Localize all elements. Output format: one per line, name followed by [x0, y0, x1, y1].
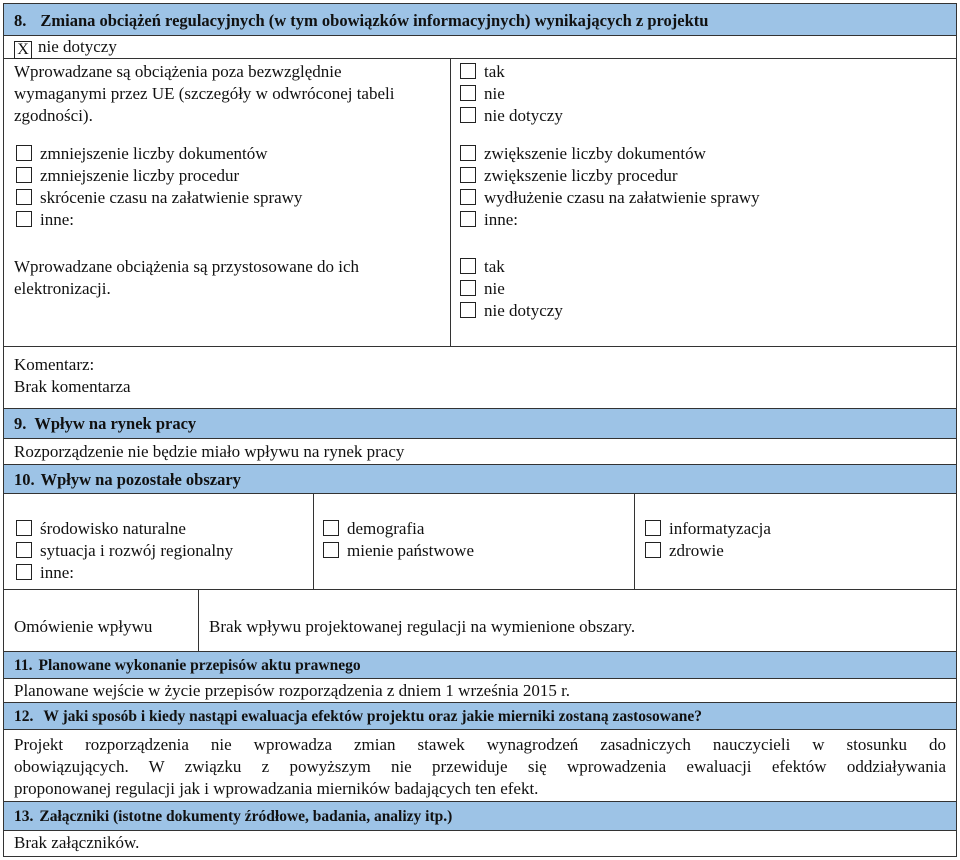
- section-13-body: [3, 831, 957, 857]
- checkbox[interactable]: [460, 63, 476, 79]
- comment-value: Brak komentarza: [14, 377, 131, 396]
- checkbox[interactable]: [460, 167, 476, 183]
- demography-option[interactable]: [323, 518, 623, 540]
- decrease-procedures-option[interactable]: [16, 165, 446, 187]
- checkbox[interactable]: [460, 211, 476, 227]
- q2-options: [460, 256, 940, 346]
- areas-col-1: [16, 518, 306, 589]
- increase-procedures-option[interactable]: [460, 165, 940, 187]
- section-11-number: 11.: [14, 657, 33, 674]
- checkbox[interactable]: [460, 107, 476, 123]
- checkbox[interactable]: [645, 520, 661, 536]
- evaluation-line: proponowanej regulacji jak i wprowadzania mierników badających ten efekt.: [14, 779, 539, 798]
- checkbox[interactable]: [460, 145, 476, 161]
- comment-row: [3, 347, 957, 409]
- other-option[interactable]: [460, 209, 940, 231]
- evaluation-line: obowiązujących. W związku z powyższym nie przewiduje się wprowadzenia ewaluacji efektów oddziaływania: [14, 757, 946, 776]
- checkbox[interactable]: [16, 189, 32, 205]
- option-label: środowisko naturalne: [40, 519, 186, 538]
- shorten-time-option[interactable]: [16, 187, 446, 209]
- checkbox[interactable]: [16, 145, 32, 161]
- attachments-text: Brak załączników.: [14, 833, 140, 852]
- other-option[interactable]: [16, 562, 306, 584]
- column-divider: [634, 494, 635, 589]
- increase-docs-option[interactable]: [460, 143, 940, 165]
- section-8-na-row: [3, 36, 957, 59]
- section-13-number: 13.: [14, 808, 34, 825]
- environment-option[interactable]: [16, 518, 306, 540]
- checkbox[interactable]: [460, 258, 476, 274]
- impact-discussion-row: [3, 590, 957, 652]
- checkbox[interactable]: [16, 564, 32, 580]
- option-label: nie: [484, 84, 505, 103]
- na-label: nie dotyczy: [38, 37, 117, 56]
- option-label: inne:: [484, 210, 518, 229]
- option-label: wydłużenie czasu na załatwienie sprawy: [484, 188, 760, 207]
- other-option[interactable]: [16, 209, 446, 231]
- option-label: tak: [484, 257, 505, 276]
- section-10-header: [3, 465, 957, 494]
- section-13-title: Załączniki (istotne dokumenty źródłowe, badania, analizy itp.): [39, 808, 453, 825]
- section-12-header: [3, 703, 957, 730]
- option-label: skrócenie czasu na załatwienie sprawy: [40, 188, 303, 207]
- option-label: inne:: [40, 563, 74, 582]
- option-label: zmniejszenie liczby procedur: [40, 166, 240, 185]
- q2-option-na[interactable]: [460, 300, 940, 322]
- section-8-title: Zmiana obciążeń regulacyjnych (w tym obowiązków informacyjnych) wynikających z projektu: [40, 11, 709, 30]
- state-property-option[interactable]: [323, 540, 623, 562]
- section-11-title: Planowane wykonanie przepisów aktu prawnego: [38, 657, 361, 674]
- section-9-number: 9.: [14, 414, 27, 433]
- q2-option-yes[interactable]: [460, 256, 940, 278]
- q1-option-no[interactable]: [460, 83, 940, 105]
- impact-assessment-form: [3, 3, 957, 857]
- comment-label: Komentarz:: [14, 355, 95, 374]
- option-label: zwiększenie liczby procedur: [484, 166, 678, 185]
- areas-col-2: [323, 518, 623, 589]
- q1-option-yes[interactable]: [460, 61, 940, 83]
- checkbox[interactable]: [323, 542, 339, 558]
- column-divider: [450, 59, 451, 346]
- section-10-areas: [3, 494, 957, 590]
- option-label: zdrowie: [669, 541, 724, 560]
- option-label: demografia: [347, 519, 425, 538]
- section-12-body: [3, 730, 957, 802]
- section-12-number: 12.: [14, 708, 34, 725]
- regional-development-option[interactable]: [16, 540, 306, 562]
- section-11-header: [3, 652, 957, 679]
- option-label: informatyzacja: [669, 519, 771, 538]
- checkbox[interactable]: [460, 85, 476, 101]
- option-label: mienie państwowe: [347, 541, 474, 560]
- areas-col-3: [645, 518, 945, 589]
- extend-time-option[interactable]: [460, 187, 940, 209]
- checkbox[interactable]: [16, 211, 32, 227]
- option-label: nie dotyczy: [484, 301, 563, 320]
- decrease-docs-option[interactable]: [16, 143, 446, 165]
- digitalization-option[interactable]: [645, 518, 945, 540]
- option-label: zwiększenie liczby dokumentów: [484, 144, 706, 163]
- section-8-main: [3, 59, 957, 347]
- q1-line: wymaganymi przez UE (szczegóły w odwróconej tabeli: [14, 84, 395, 103]
- section-9-header: [3, 409, 957, 439]
- section-12-title: W jaki sposób i kiedy nastąpi ewaluacja efektów projektu oraz jakie mierniki zostaną zastosowane?: [43, 708, 702, 725]
- checkbox[interactable]: [16, 520, 32, 536]
- discussion-label: Omówienie wpływu: [14, 617, 153, 636]
- section-10-number: 10.: [14, 470, 35, 489]
- section-13-header: [3, 802, 957, 831]
- section-8-header: [3, 3, 957, 36]
- option-label: tak: [484, 62, 505, 81]
- section-8-number: 8.: [14, 11, 27, 30]
- checkbox[interactable]: [323, 520, 339, 536]
- checkbox[interactable]: [16, 542, 32, 558]
- health-option[interactable]: [645, 540, 945, 562]
- column-divider: [313, 494, 314, 589]
- q1-line: Wprowadzane są obciążenia poza bezwzględnie: [14, 62, 342, 81]
- labor-market-text: Rozporządzenie nie będzie miało wpływu na rynek pracy: [14, 442, 405, 461]
- section-11-body: [3, 679, 957, 703]
- section-9-body: [3, 439, 957, 465]
- discussion-text: Brak wpływu projektowanej regulacji na wymienione obszary.: [209, 617, 636, 636]
- q2-line: Wprowadzane obciążenia są przystosowane do ich: [14, 257, 360, 276]
- option-label: inne:: [40, 210, 74, 229]
- option-label: nie: [484, 279, 505, 298]
- q2-option-no[interactable]: [460, 278, 940, 300]
- option-label: sytuacja i rozwój regionalny: [40, 541, 234, 560]
- checkbox[interactable]: [645, 542, 661, 558]
- section-10-title: Wpływ na pozostałe obszary: [40, 470, 241, 489]
- entry-into-force-text: Planowane wejście w życie przepisów rozporządzenia z dniem 1 września 2015 r.: [14, 681, 571, 700]
- option-label: nie dotyczy: [484, 106, 563, 125]
- column-divider: [198, 590, 199, 651]
- checkbox[interactable]: [460, 280, 476, 296]
- q2-question: [14, 256, 444, 346]
- checkbox[interactable]: [16, 167, 32, 183]
- checkbox[interactable]: [460, 302, 476, 318]
- na-checkbox[interactable]: X: [14, 41, 32, 59]
- q1-line: zgodności).: [14, 106, 93, 125]
- section-9-title: Wpływ na rynek pracy: [34, 414, 197, 433]
- option-label: zmniejszenie liczby dokumentów: [40, 144, 268, 163]
- checkbox[interactable]: [460, 189, 476, 205]
- q1-option-na[interactable]: [460, 105, 940, 127]
- evaluation-line: Projekt rozporządzenia nie wprowadza zmian stawek wynagrodzeń zasadniczych nauczycieli w stosunku do: [14, 735, 946, 754]
- q2-line: elektronizacji.: [14, 279, 111, 298]
